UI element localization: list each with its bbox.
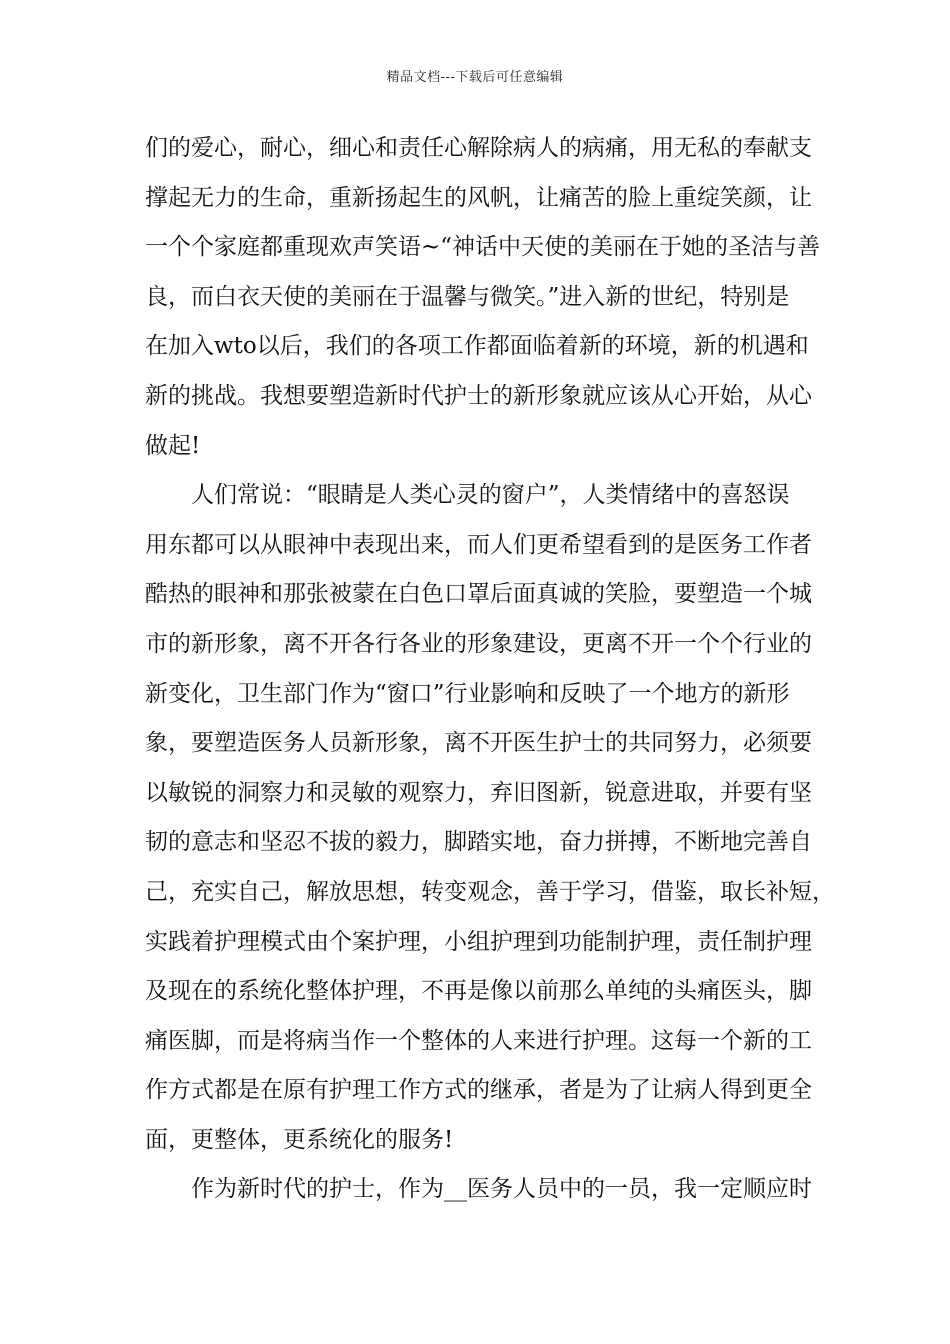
document-body: [145, 124, 835, 1215]
paragraph-2-line: 面，更整体，更系统化的服务!: [145, 1126, 454, 1153]
paragraph-1-line: 良，而白衣天使的美丽在于温馨与微笑。”进入新的世纪，特别是: [145, 283, 790, 310]
paragraph-1-line: 做起!: [145, 432, 201, 459]
paragraph-2-line: 己，充实自己，解放思想，转变观念，善于学习，借鉴，取长补短，: [145, 878, 835, 905]
paragraph-1-line: 一个个家庭都重现欢声笑语~“神话中天使的美丽在于她的圣洁与善: [145, 234, 821, 261]
paragraph-2-line: 及现在的系统化整体护理，不再是像以前那么单纯的头痛医头，脚: [145, 978, 812, 1005]
paragraph-2-line: 酷热的眼神和那张被蒙在白色口罩后面真诚的笑脸，要塑造一个城: [145, 581, 812, 608]
paragraph-2-line: 象，要塑造医务人员新形象，离不开医生护士的共同努力，必须要: [145, 730, 812, 757]
paragraph-2-line: 痛医脚，而是将病当作一个整体的人来进行护理。这每一个新的工: [145, 1027, 812, 1054]
paragraph-2-line: 韧的意志和坚忍不拔的毅力，脚踏实地，奋力拼搏，不断地完善自: [145, 829, 812, 856]
paragraph-2-line: 新变化，卫生部门作为“窗口”行业影响和反映了一个地方的新形: [145, 680, 790, 707]
paragraph-1-line: 撑起无力的生命，重新扬起生的风帆，让痛苦的脸上重绽笑颜，让: [145, 184, 812, 211]
paragraph-2-line: 作方式都是在原有护理工作方式的继承，者是为了让病人得到更全: [145, 1077, 812, 1104]
paragraph-3-line: 作为新时代的护士，作为__医务人员中的一员，我一定顺应时: [191, 1176, 812, 1203]
paragraph-1-line: 们的爱心，耐心，细心和责任心解除病人的病痛，用无私的奉献支: [145, 135, 812, 161]
page-header: 精品文档---下载后可任意编辑: [386, 70, 564, 85]
paragraph-2-line: 市的新形象，离不开各行各业的形象建设，更离不开一个个行业的: [145, 630, 812, 657]
paragraph-2-line: 以敏锐的洞察力和灵敏的观察力，弃旧图新，锐意进取，并要有坚: [145, 779, 812, 806]
paragraph-1-line: 在加入wto以后，我们的各项工作都面临着新的环境，新的机遇和: [145, 333, 809, 360]
paragraph-2-line: 用东都可以从眼神中表现出来，而人们更希望看到的是医务工作者: [145, 531, 812, 558]
paragraph-2-line: 人们常说：“眼睛是人类心灵的窗户”，人类情绪中的喜怒误: [191, 482, 790, 509]
paragraph-2-line: 实践着护理模式由个案护理，小组护理到功能制护理，责任制护理: [145, 928, 812, 955]
paragraph-1-line: 新的挑战。我想要塑造新时代护士的新形象就应该从心开始，从心: [145, 382, 812, 409]
